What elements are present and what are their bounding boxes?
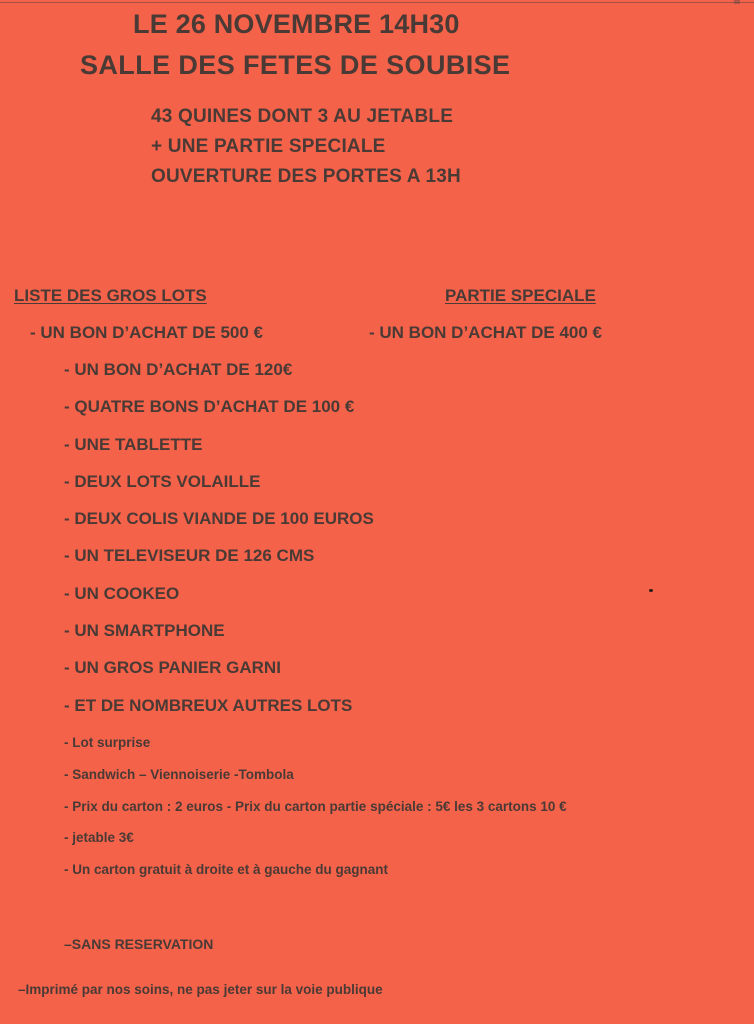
partie-speciale-heading: PARTIE SPECIALE <box>445 286 596 305</box>
doors-opening-info: OUVERTURE DES PORTES A 13H <box>151 166 461 187</box>
event-venue-title: SALLE DES FETES DE SOUBISE <box>80 50 511 80</box>
list-item: - Sandwich – Viennoiserie -Tombola <box>64 766 294 782</box>
list-item: - Un carton gratuit à droite et à gauche du gagnant <box>64 862 389 878</box>
corner-mark <box>734 0 740 4</box>
list-item: - UN BON D’ACHAT DE 120€ <box>64 360 293 379</box>
partie-speciale-lot: - UN BON D’ACHAT DE 400 € <box>369 323 602 342</box>
infos-list <box>64 734 567 893</box>
list-item: - DEUX LOTS VOLAILLE <box>64 471 261 491</box>
quines-info: 43 QUINES DONT 3 AU JETABLE <box>151 106 454 127</box>
special-game-info: + UNE PARTIE SPECIALE <box>151 136 386 157</box>
list-item: - jetable 3€ <box>64 830 134 846</box>
gros-lot-first: - UN BON D’ACHAT DE 500 € <box>30 323 263 342</box>
list-item: - Lot surprise <box>64 735 151 750</box>
top-edge-line <box>0 2 754 3</box>
list-item: - UNE TABLETTE <box>64 434 203 454</box>
footer-note: –Imprimé par nos soins, ne pas jeter sur la voie publique <box>18 982 383 997</box>
gros-lots-heading: LISTE DES GROS LOTS <box>14 286 207 305</box>
list-item: - ET DE NOMBREUX AUTRES LOTS <box>64 695 353 715</box>
sans-reservation-note: –SANS RESERVATION <box>64 936 214 952</box>
list-item: - UN SMARTPHONE <box>64 621 225 641</box>
list-item: - Prix du carton : 2 euros - Prix du carton partie spéciale : 5€ les 3 cartons 10 € <box>64 798 567 814</box>
list-item: - UN TELEVISEUR DE 126 CMS <box>64 546 315 566</box>
list-item: - UN GROS PANIER GARNI <box>64 658 281 678</box>
list-item: - DEUX COLIS VIANDE DE 100 EUROS <box>64 509 374 529</box>
gros-lots-list <box>64 360 374 733</box>
event-date-title: LE 26 NOVEMBRE 14H30 <box>133 9 460 39</box>
list-item: - UN COOKEO <box>64 583 180 603</box>
list-item: - QUATRE BONS D’ACHAT DE 100 € <box>64 397 355 417</box>
speck-mark <box>649 589 653 592</box>
